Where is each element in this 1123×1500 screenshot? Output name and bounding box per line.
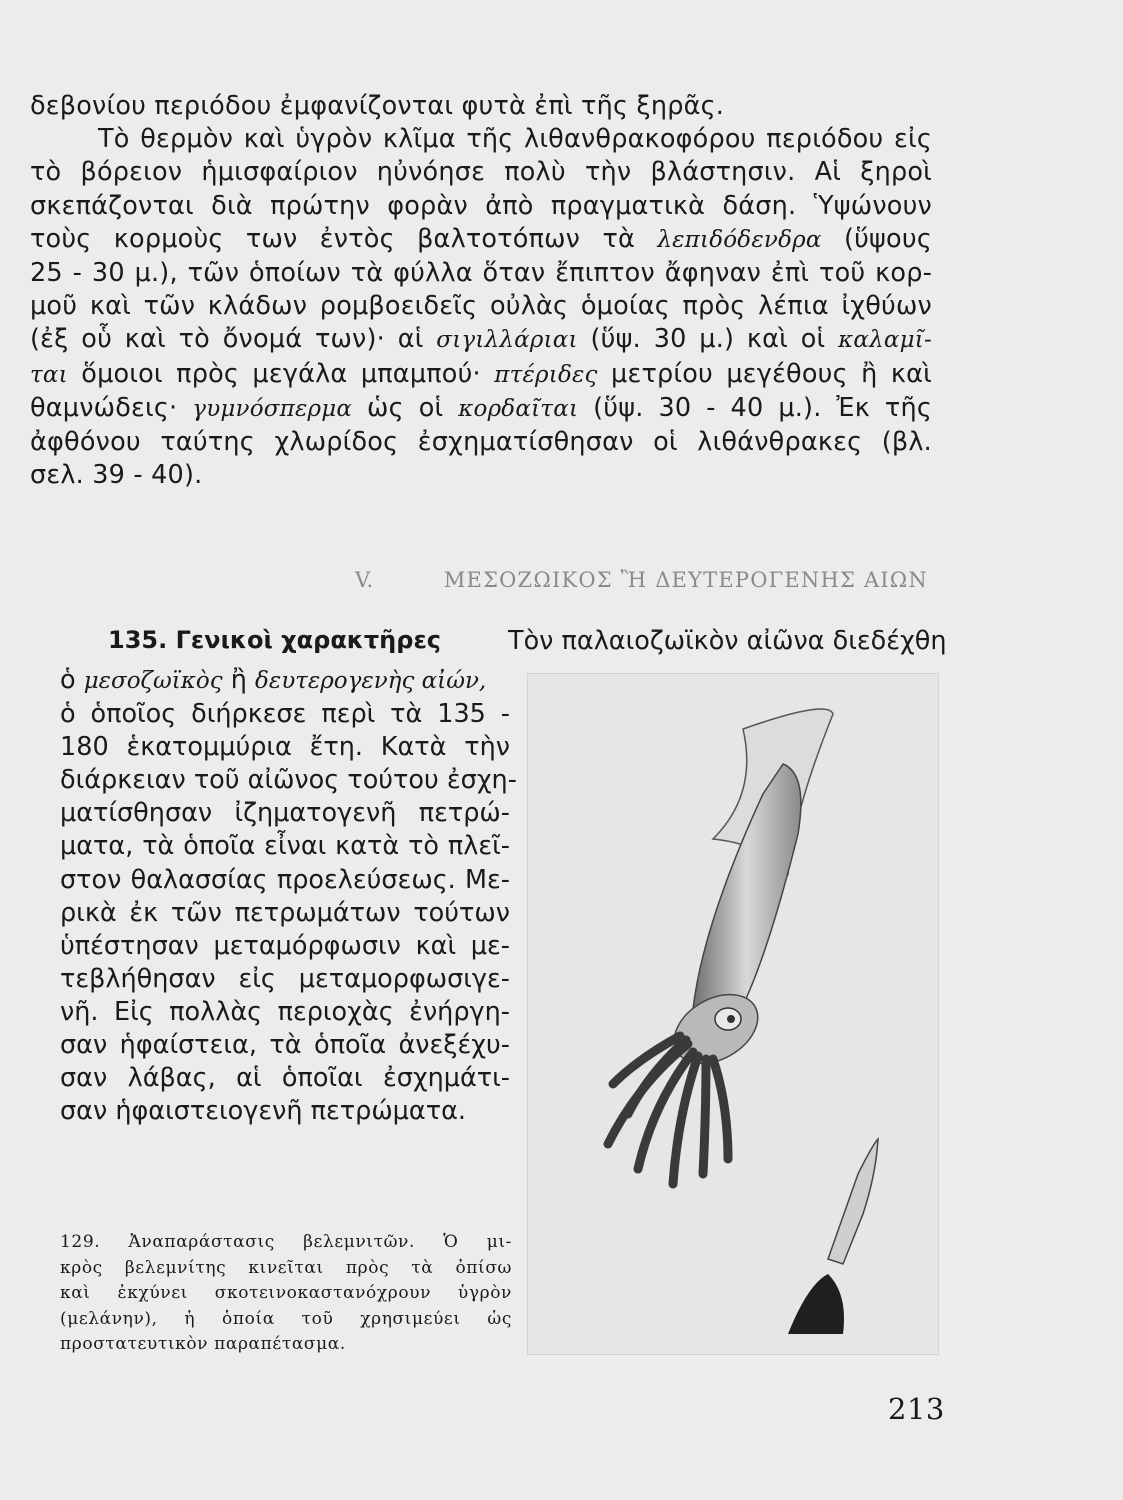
text-line: θαμνώδεις· γυμνόσπερμα ὡς οἱ κορδαῖται (ὕψ. 30 - 40 μ.). Ἐκ τῆς bbox=[30, 392, 932, 423]
text-line: σαν ἡφαιστειογενῆ πετρώματα. bbox=[60, 1096, 466, 1127]
text-line: ρικὰ ἐκ τῶν πετρωμάτων τούτων bbox=[60, 897, 510, 928]
caption-line: (μελάνην), ἡ ὁποία τοῦ χρησιμεύει ὡς bbox=[60, 1308, 512, 1329]
small-belemnite-shape bbox=[828, 1139, 878, 1264]
belemnite-drawing bbox=[528, 674, 938, 1354]
text-line: ὑπέστησαν μεταμόρφωσιν καὶ με- bbox=[60, 930, 510, 961]
text-line: τὸ βόρειον ἡμισφαίριον ηὐνόησε πολὺ τὴν βλάστησιν. Αἱ ξηροὶ bbox=[30, 157, 932, 188]
section-number: V. bbox=[355, 568, 374, 592]
text-line: (ἐξ οὗ καὶ τὸ ὄνομά των)· αἱ σιγιλλάριαι (ὕψ. 30 μ.) καὶ οἱ καλαμῖ- bbox=[30, 324, 932, 355]
text-line: ἀφθόνου ταύτης χλωρίδος ἐσχηματίσθησαν οἱ λιθάνθρακες (βλ. bbox=[30, 427, 932, 458]
text-line: ται ὅμοιοι πρὸς μεγάλα μπαμπού· πτέριδες μετρίου μεγέθους ἢ καὶ bbox=[30, 358, 932, 389]
text-line: μοῦ καὶ τῶν κλάδων ρομβοειδεῖς οὐλὰς ὁμοίας πρὸς λέπια ἰχθύων bbox=[30, 291, 932, 322]
term-sigillariai: σιγιλλάριαι bbox=[436, 327, 578, 354]
text-line: ὁ ὁποῖος διήρκεσε περὶ τὰ 135 - bbox=[60, 699, 510, 730]
page-number: 213 bbox=[888, 1392, 945, 1426]
paragraph-heading: 135. Γενικοὶ χαρακτῆρες bbox=[108, 626, 442, 654]
paragraph-135-body bbox=[60, 664, 517, 1128]
paragraph-first-line: Τὸν παλαιοζωϊκὸν αἰῶνα διεδέχθη bbox=[508, 626, 947, 656]
caption-line: προστατευτικὸν παραπέτασμα. bbox=[60, 1334, 346, 1354]
arms-group bbox=[608, 1036, 728, 1184]
text-line: σκεπάζονται διὰ πρώτην φορὰν ἀπὸ πραγματικὰ δάση. Ὑψώνουν bbox=[30, 190, 932, 221]
belemnite-illustration bbox=[527, 673, 939, 1355]
text-line: τοὺς κορμοὺς των ἐντὸς βαλτοτόπων τὰ λεπιδόδενδρα (ὕψους bbox=[30, 223, 932, 254]
text-line: Τὸ θερμὸν καὶ ὑγρὸν κλῖμα τῆς λιθανθρακοφόρου περιόδου εἰς bbox=[98, 124, 932, 155]
text-line: στον θαλασσίας προελεύσεως. Με- bbox=[60, 864, 510, 895]
term-kalamitai: καλαμῖ- bbox=[838, 327, 932, 354]
section-title: ΜΕΣΟΖΩΙΚΟΣ Ἢ ΔΕΥΤΕΡΟΓΕΝΗΣ ΑΙΩΝ bbox=[443, 568, 928, 592]
arm-shape bbox=[713, 1059, 728, 1159]
text-line: σελ. 39 - 40). bbox=[30, 460, 203, 491]
ink-cloud-shape bbox=[788, 1274, 844, 1334]
term-gymnosperma: γυμνόσπερμα bbox=[192, 395, 353, 422]
text-line: διάρκειαν τοῦ αἰῶνος τούτου ἐσχη- bbox=[60, 765, 517, 796]
caption-line: κρὸς βελεμνίτης κινεῖται πρὸς τὰ ὀπίσω bbox=[60, 1257, 512, 1278]
arm-shape bbox=[703, 1059, 706, 1174]
term-pterides: πτέριδες bbox=[494, 361, 598, 388]
pupil-shape bbox=[727, 1015, 735, 1023]
term-mesozoikos: μεσοζωϊκὸς bbox=[83, 668, 223, 694]
text-line: δεβονίου περιόδου ἐμφανίζονται φυτὰ ἐπὶ τῆς ξηρᾶς. bbox=[30, 91, 725, 121]
text-line: τεβλήθησαν εἰς μεταμορφωσιγε- bbox=[60, 963, 510, 994]
text-line: σαν λάβας, αἱ ὁποῖαι ἐσχημάτι- bbox=[60, 1063, 510, 1094]
text-line: σαν ἡφαίστεια, τὰ ὁποῖα ἀνεξέχυ- bbox=[60, 1030, 510, 1061]
term-lepidodendra: λεπιδόδενδρα bbox=[657, 226, 822, 253]
term-deuterogenis: δευτερογενὴς αἰών, bbox=[255, 668, 487, 694]
text-line: 25 - 30 μ.), τῶν ὁποίων τὰ φύλλα ὅταν ἔπιπτον ἄφηναν ἐπὶ τοῦ κορ- bbox=[30, 258, 932, 289]
text-line: ὁ μεσοζωϊκὸς ἢ δευτερογενὴς αἰών, bbox=[60, 665, 487, 695]
figure-caption bbox=[60, 1230, 512, 1358]
text-line: νῆ. Εἰς πολλὰς περιοχὰς ἐνήργη- bbox=[60, 996, 510, 1027]
text-line: ματα, τὰ ὁποῖα εἶναι κατὰ τὸ πλεῖ- bbox=[60, 831, 510, 862]
caption-line: καὶ ἐκχύνει σκοτεινοκαστανόχρουν ὑγρὸν bbox=[60, 1283, 512, 1303]
intro-paragraph bbox=[30, 90, 932, 492]
text-line: 180 ἑκατομμύρια ἔτη. Κατὰ τὴν bbox=[60, 732, 510, 763]
text-line: ματίσθησαν ἰζηματογενῆ πετρώ- bbox=[60, 798, 510, 829]
caption-line: 129. Ἀναπαράστασις βελεμνιτῶν. Ὁ μι- bbox=[60, 1232, 512, 1252]
term-kordaitai: κορδαῖται bbox=[458, 395, 579, 422]
